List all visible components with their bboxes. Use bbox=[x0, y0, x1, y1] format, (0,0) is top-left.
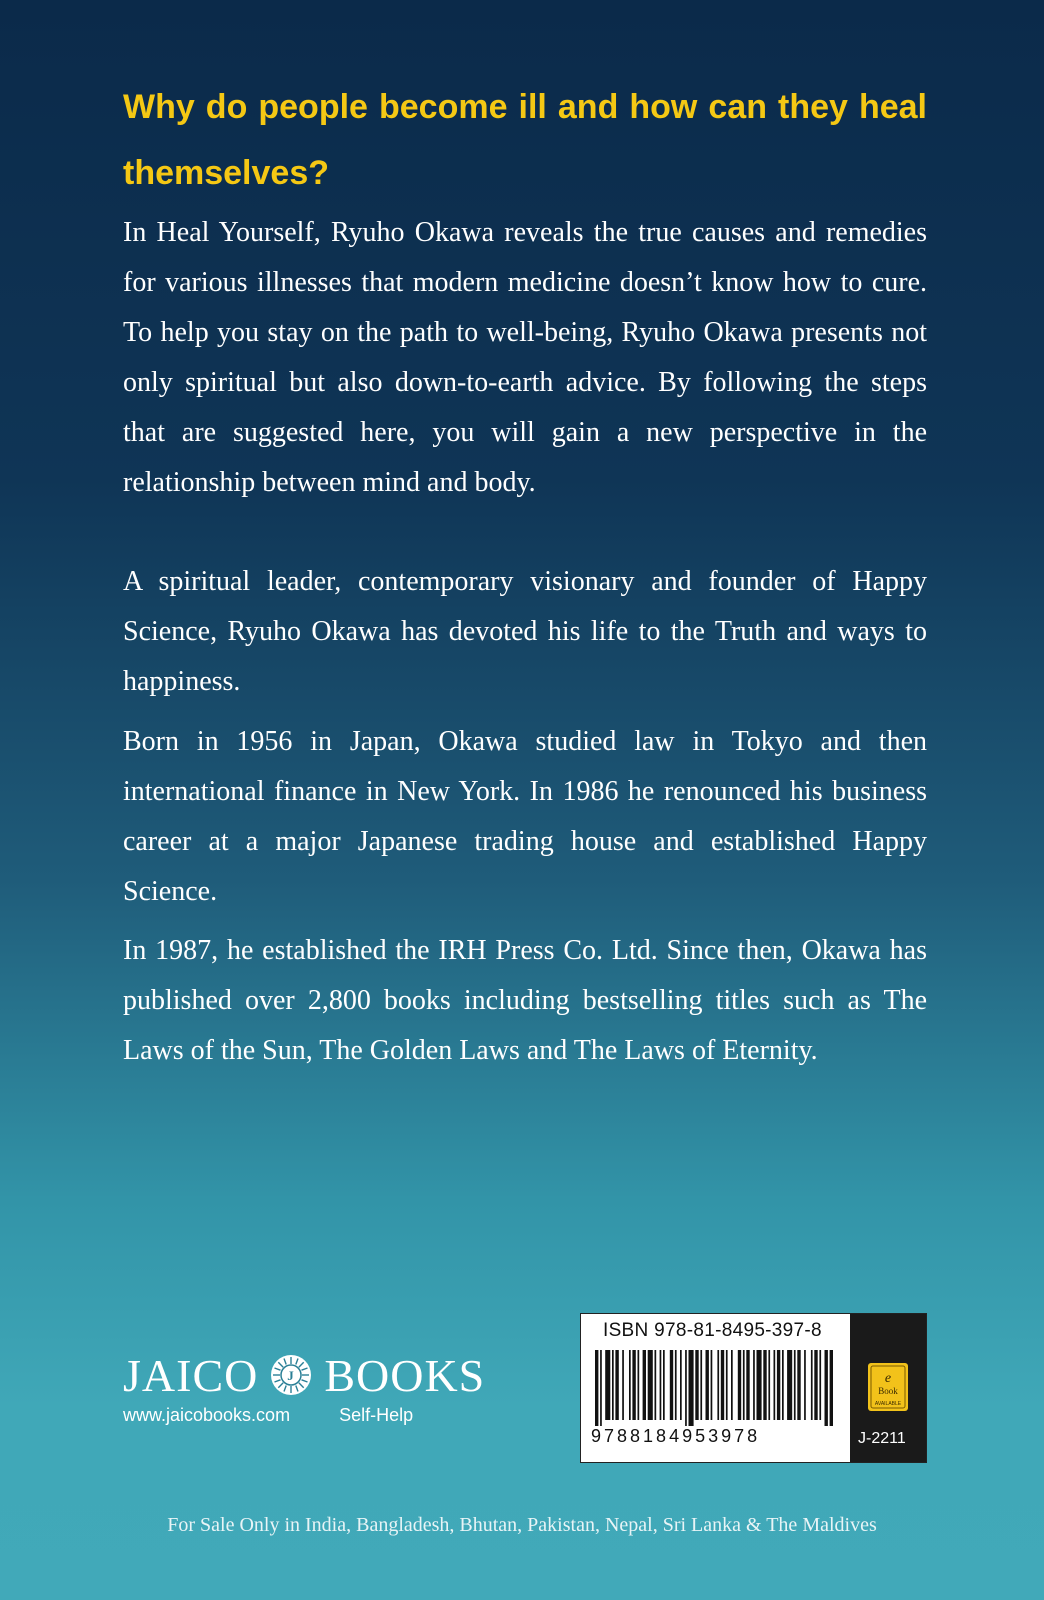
ebook-panel bbox=[850, 1314, 926, 1462]
publisher-logo bbox=[123, 1345, 485, 1405]
headline: Why do people become ill and how can they heal themselves? bbox=[123, 88, 927, 192]
svg-text:Book: Book bbox=[878, 1386, 898, 1396]
sale-territory-note: For Sale Only in India, Bangladesh, Bhutan, Pakistan, Nepal, Sri Lanka & The Maldives bbox=[167, 1514, 877, 1536]
author-bio-paragraph: Born in 1956 in Japan, Okawa studied law in Tokyo and then international finance in New York. In 1986 he renounced his business career at a major Japanese trading house and established Happy Science. bbox=[123, 726, 927, 907]
isbn-number: ISBN 978-81-8495-397-8 bbox=[603, 1320, 822, 1341]
product-code: J-2211 bbox=[858, 1430, 906, 1447]
logo-word-jaico: JAICO bbox=[123, 1349, 259, 1401]
ebook-available-icon bbox=[867, 1362, 909, 1412]
logo-word-books: BOOKS bbox=[324, 1349, 486, 1401]
svg-text:e: e bbox=[884, 1371, 892, 1386]
svg-text:AVAILABLE: AVAILABLE bbox=[874, 1401, 902, 1407]
svg-text:J: J bbox=[287, 1368, 296, 1383]
barcode-icon bbox=[595, 1350, 833, 1426]
sun-emblem-icon bbox=[270, 1354, 312, 1396]
description-paragraph: In Heal Yourself, Ryuho Okawa reveals the true causes and remedies for various illnesses that modern medicine doesn’t know how to cure. To help you stay on the path to well-being, Ryuho Okawa presents not only spiritual but also down-to-earth advice. By following the steps that are suggested here, you will gain a new perspective in the relationship between mind and body. bbox=[123, 217, 927, 498]
barcode-digits: 9788184953978 bbox=[591, 1426, 761, 1446]
publisher-website: www.jaicobooks.com bbox=[123, 1405, 291, 1425]
author-intro-paragraph: A spiritual leader, contemporary visionary and founder of Happy Science, Ryuho Okawa has devoted his life to the Truth and ways to happiness. bbox=[123, 566, 927, 697]
barcode-box bbox=[580, 1313, 927, 1463]
publisher-meta bbox=[123, 1405, 413, 1426]
book-category: Self-Help bbox=[339, 1405, 414, 1425]
author-publications-paragraph: In 1987, he established the IRH Press Co. Ltd. Since then, Okawa has published over 2,800 books including bestselling titles such as The Laws of the Sun, The Golden Laws and The Laws of Eternity. bbox=[123, 935, 927, 1066]
